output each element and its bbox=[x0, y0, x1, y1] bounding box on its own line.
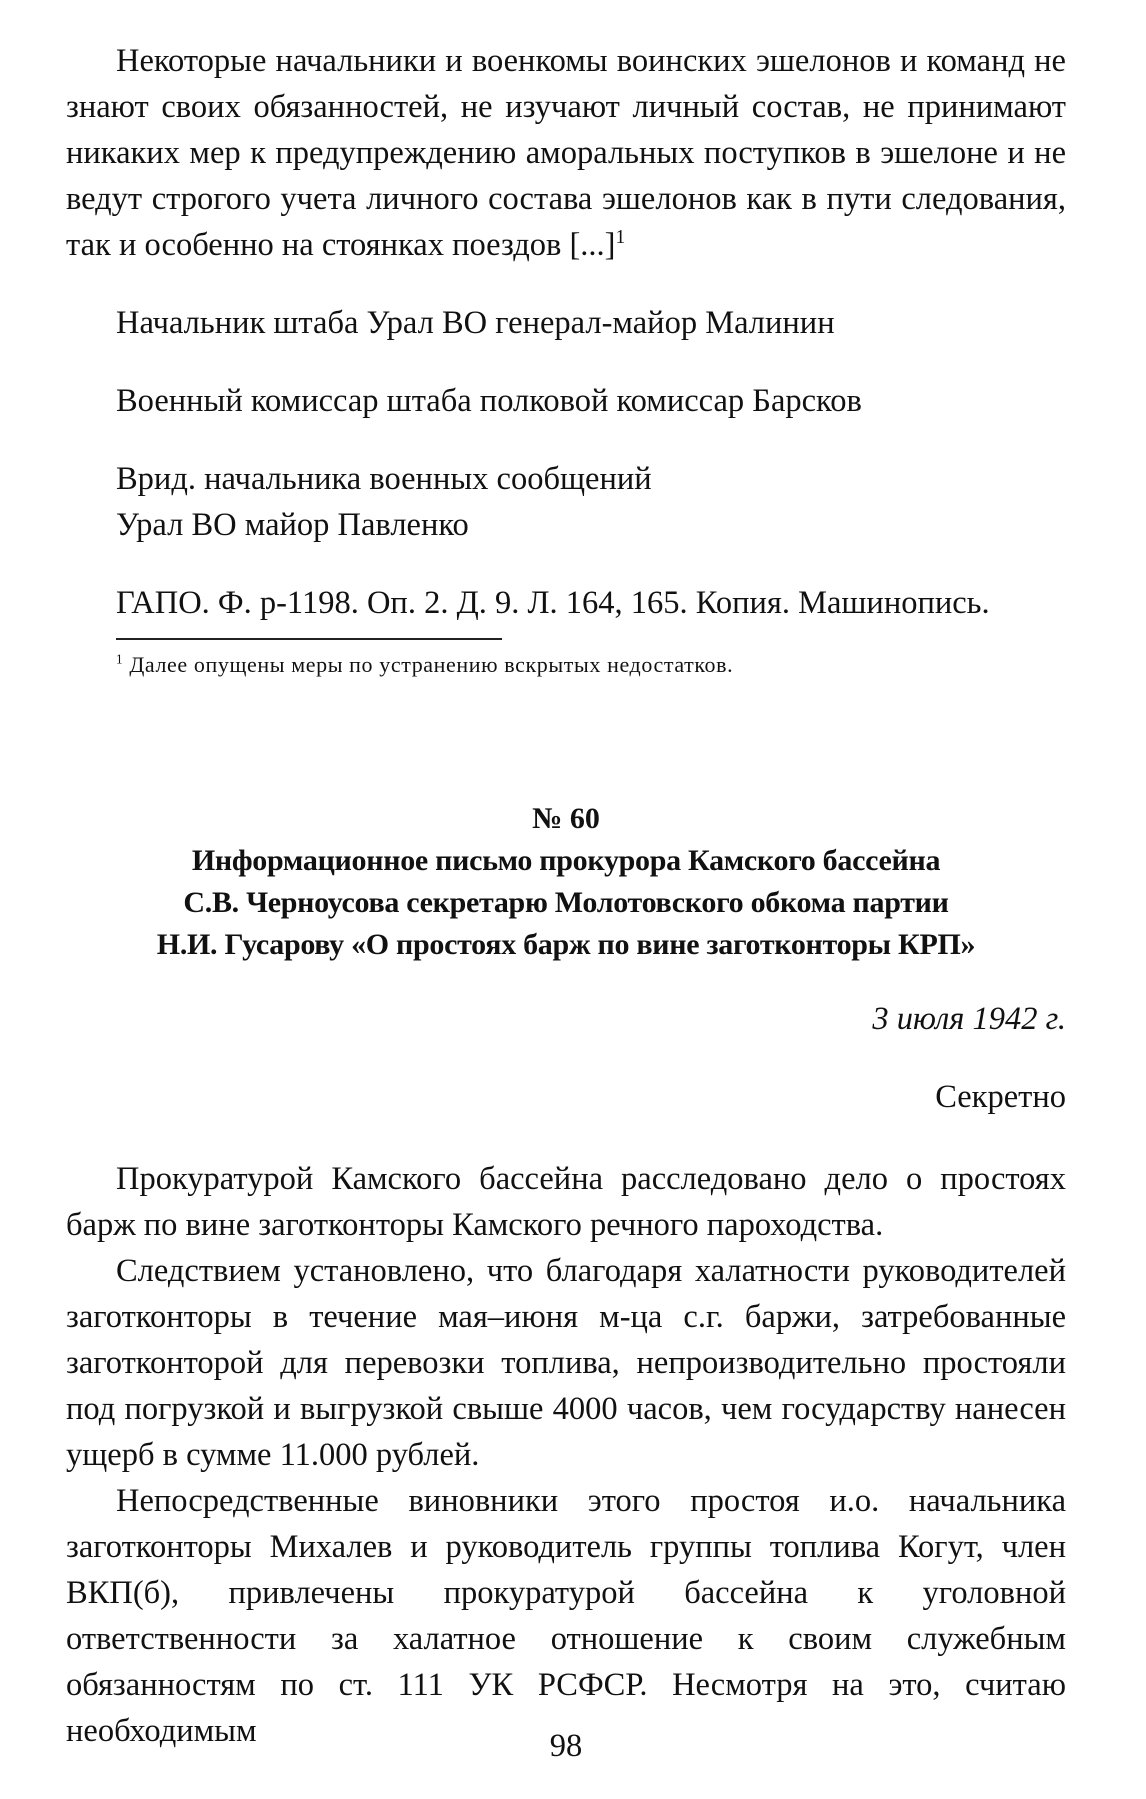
signature-line-2: Урал ВО майор Павленко bbox=[116, 507, 469, 543]
body-paragraph: Прокуратурой Камского бассейна расследовано дело о простоях барж по вине заготконторы Камского речного пароходства. bbox=[66, 1161, 1066, 1243]
footnote-reference: 1 bbox=[615, 227, 626, 249]
body-paragraph: Непосредственные виновники этого простоя и.о. начальника заготконторы Михалев и руководитель группы топлива Когут, член ВКП(б), привлечены прокуратурой бассейна к уголовной ответственности за халатное отношение к своим служебным обязанностям по ст. 111 УК РСФСР. Несмотря на это, считаю необходимым bbox=[66, 1483, 1066, 1749]
signature-military-commissar: Военный комиссар штаба полковой комиссар Барсков bbox=[116, 383, 862, 419]
document-number: № 60 bbox=[532, 802, 600, 835]
footnote-text: Далее опущены меры по устранению вскрытых недостатков. bbox=[129, 652, 734, 677]
previous-document-closing-paragraph bbox=[66, 38, 1066, 268]
body-paragraph: Следствием установлено, что благодаря халатности руководителей заготконторы в течение мая–июня м-ца с.г. баржи, затребованные заготконторой для перевозки топлива, непроизводительно простояли под погрузкой и выгрузкой свыше 4000 часов, чем государству нанесен ущерб в сумме 11.000 рублей. bbox=[66, 1253, 1066, 1473]
signature-military-communications bbox=[66, 456, 1066, 548]
footnote-divider bbox=[116, 638, 502, 640]
document-page bbox=[66, 38, 1066, 1768]
closing-paragraph-text: Некоторые начальники и военкомы воинских эшелонов и команд не знают своих обязанностей, не изучают личный состав, не принимают никаких мер к предупреждению аморальных поступков в эшелоне и не ведут строгого учета личного состава эшелонов как в пути следования, так и особенно на стоянках поездов [...] bbox=[66, 43, 1066, 263]
footnote-marker: 1 bbox=[116, 651, 124, 667]
document-title-line-2: С.В. Черноусова секретарю Молотовского обкома партии bbox=[183, 886, 949, 919]
archive-reference: ГАПО. Ф. р-1198. Оп. 2. Д. 9. Л. 164, 165. Копия. Машинопись. bbox=[116, 585, 990, 621]
document-title-line-1: Информационное письмо прокурора Камского бассейна bbox=[191, 844, 941, 877]
classification-label: Секретно bbox=[935, 1079, 1066, 1115]
signature-line-1: Врид. начальника военных сообщений bbox=[116, 461, 652, 497]
page-number: 98 bbox=[549, 1728, 583, 1764]
document-title-line-3: Н.И. Гусарову «О простоях барж по вине заготконторы КРП» bbox=[156, 928, 976, 961]
footnote bbox=[66, 650, 1066, 680]
document-date: 3 июля 1942 г. bbox=[872, 1001, 1066, 1037]
signature-chief-of-staff: Начальник штаба Урал ВО генерал-майор Малинин bbox=[116, 305, 835, 341]
